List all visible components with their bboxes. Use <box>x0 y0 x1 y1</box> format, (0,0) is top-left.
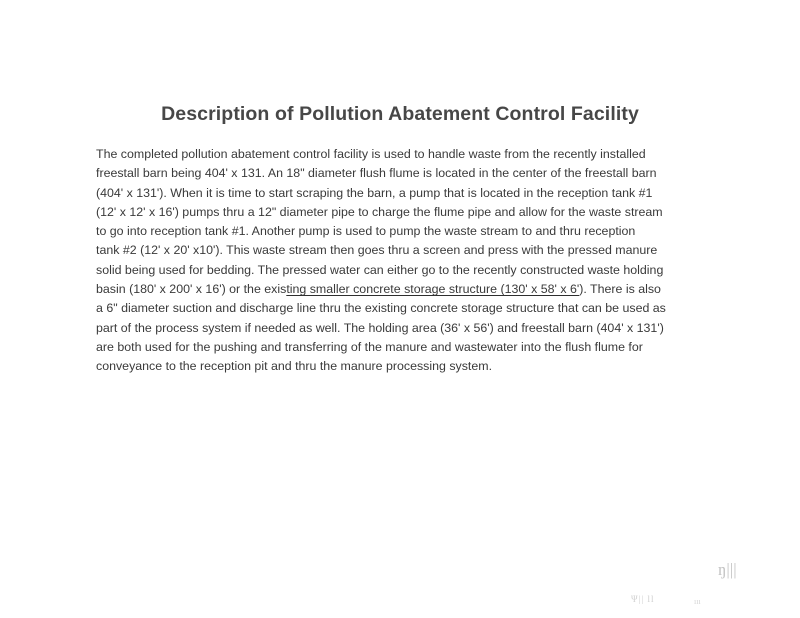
line-text-before: basin (180' x 200' x 16') or the exis <box>96 282 287 297</box>
description-paragraph <box>96 145 706 377</box>
paragraph-line-underlined <box>96 280 706 299</box>
paragraph-line: part of the process system if needed as well. The holding area (36' x 56') and freestall barn (404' x 131') <box>96 320 664 335</box>
document-title: Description of Pollution Abatement Control Facility <box>161 103 639 125</box>
paragraph-line: a 6" diameter suction and discharge line thru the existing concrete storage structure that can be used as <box>96 301 666 316</box>
paragraph-line: conveyance to the reception pit and thru the manure processing system. <box>96 359 493 374</box>
paragraph-line: (404' x 131'). When it is time to start scraping the barn, a pump that is located in the reception tank #1 <box>96 185 653 200</box>
paragraph-line: freestall barn being 404' x 131. An 18" diameter flush flume is located in the center of the freestall barn <box>96 166 657 181</box>
faint-handwritten-mark: ŋ||| <box>718 560 737 579</box>
paragraph-line: (12' x 12' x 16') pumps thru a 12" diameter pipe to charge the flume pipe and allow for the waste stream <box>96 204 663 219</box>
faint-stamp-mark: Ψ|| ll <box>631 594 655 604</box>
paragraph-line: tank #2 (12' x 20' x10'). This waste stream then goes thru a screen and press with the pressed manure <box>96 243 658 258</box>
underlined-text: ting smaller concrete storage structure (130' x 58' x 6' <box>286 282 580 297</box>
faint-stamp-mark: ııı <box>694 597 701 606</box>
paragraph-line: solid being used for bedding. The pressed water can either go to the recently constructed waste holding <box>96 262 664 277</box>
line-text-after: ). There is also <box>579 282 661 297</box>
paragraph-line: The completed pollution abatement control facility is used to handle waste from the recently installed <box>96 147 646 161</box>
paragraph-line: to go into reception tank #1. Another pump is used to pump the waste stream to and thru reception <box>96 224 636 239</box>
paragraph-line: are both used for the pushing and transferring of the manure and wastewater into the flush flume for <box>96 339 643 354</box>
